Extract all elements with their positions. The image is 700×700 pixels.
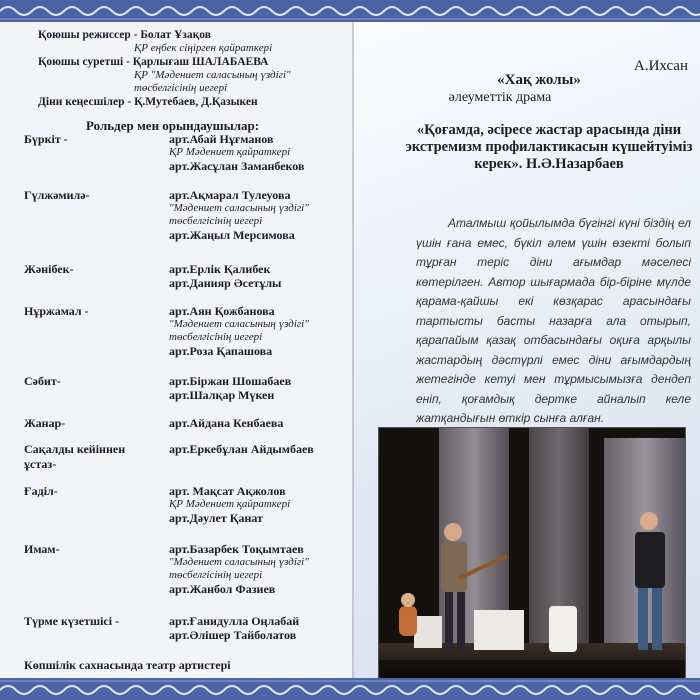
role-performers <box>169 374 354 402</box>
performer-name: арт.Жанбол Фазиев <box>169 582 276 596</box>
role-performers <box>169 416 354 430</box>
description-text: Аталмыш қойылымда бүгінгі күні біздің ел үшін ғана емес, бүкіл әлем үшін өзекті болып тұрған теріс діни ағымдар мәселесі көтерілген. Автор шығармада бір-біріне мүлде қарама-қайшы екі көзқарас арасындағы тартысты басты назарға ала отырып, қарапайым қазақ отбасындағы оқиға арқылы жастардың дәстүрлі емес діни ағымдардың жетегінде кетуі мен тұрмысымызға дендеп еніп, қоғамдық дертке айналып келе жатқандығын өткір сынға алған. <box>416 216 691 425</box>
performer-title: төсбелгісінің иегері <box>169 331 263 343</box>
quote: «Қоғамда, әсіресе жастар арасында діни экстремизм профилактикасын күшейтуіміз керек». Н.Ә.Назарбаев <box>405 122 693 172</box>
performer-title: төсбелгісінің иегері <box>169 569 263 581</box>
role-performers <box>169 262 354 290</box>
role-performers <box>169 484 354 525</box>
play-genre: әлеуметтік драма <box>448 90 552 105</box>
role-performers <box>169 132 354 173</box>
bottom-ornament-border <box>0 678 700 700</box>
role-name: Жәнібек- <box>24 262 74 276</box>
role-performers <box>169 542 354 596</box>
performer-name: арт.Ерлік Қалибек <box>169 262 271 276</box>
performer-title: "Мәдениет саласының үздігі" <box>169 556 309 568</box>
role-name: Жанар- <box>24 416 66 430</box>
performer-name: арт.Жасұлан Заманбеков <box>169 159 305 173</box>
performer-name: арт. Мақсат Ақжолов <box>169 484 286 498</box>
performer-name: арт.Біржан Шошабаев <box>169 374 292 388</box>
credit-designer: Қоюшы суретші - Қарлығаш ШАЛАБАЕВА <box>38 56 269 68</box>
performer-title: "Мәдениет саласының үздігі" <box>169 318 309 330</box>
credit-director: Қоюшы режиссер - Болат Ұзақов <box>38 29 211 41</box>
performer-name: арт.Жаңыл Мерсимова <box>169 228 295 242</box>
credits-block <box>38 28 348 109</box>
performer-name: арт.Әлішер Тайболатов <box>169 628 297 642</box>
top-ornament-border <box>0 0 700 22</box>
role-name: Ғаділ- <box>24 484 58 498</box>
performer-title: "Мәдениет саласының үздігі" <box>169 202 309 214</box>
role-name: Нұржамал - <box>24 304 89 318</box>
role-name: Имам- <box>24 542 60 556</box>
performer-name: арт.Базарбек Тоқымтаев <box>169 542 304 556</box>
role-performers <box>169 614 354 642</box>
cast-panel <box>0 22 352 678</box>
play-title: «Хақ жолы» <box>497 72 581 88</box>
performer-title: ҚР Мәдениет қайраткері <box>169 498 291 510</box>
performer-name: арт.Дәулет Қанат <box>169 511 263 525</box>
role-name: Түрме күзетшісі - <box>24 614 120 628</box>
credit-consultants: Діни кеңесшілер - Қ.Мутебаев, Д.Қазыкен <box>38 96 258 108</box>
credit-designer-title: ҚР "Мәдениет саласының үздігі" <box>134 69 291 81</box>
crowd-line: Көпшілік сахнасында театр артистері <box>24 658 231 672</box>
credit-designer-title-2: төсбелгісінің иегері <box>134 82 228 94</box>
role-performers <box>169 188 354 242</box>
role-performers <box>169 442 354 456</box>
performer-name: арт.Шалқар Мүкен <box>169 388 275 402</box>
performer-title: ҚР Мәдениет қайраткері <box>169 146 291 158</box>
role-name: Гүлжәмилә- <box>24 188 90 202</box>
performer-name: арт.Ақмарал Тулеуова <box>169 188 291 202</box>
performer-name: арт.Ғанидулла Оңлабай <box>169 614 300 628</box>
performer-name: арт.Роза Қапашова <box>169 344 273 358</box>
performer-name: арт.Абай Нұғманов <box>169 132 274 146</box>
performer-name: арт.Аян Қожбанова <box>169 304 275 318</box>
stage-photo <box>378 427 686 679</box>
performer-name: арт.Данияр Әсетұлы <box>169 276 282 290</box>
role-performers <box>169 304 354 358</box>
roles-heading: Рольдер мен орындаушылар: <box>86 118 260 133</box>
performer-name: арт.Еркебұлан Айдымбаев <box>169 442 314 456</box>
author: А.Ихсан <box>633 58 688 74</box>
role-name: Сәбит- <box>24 374 61 388</box>
description <box>416 214 691 429</box>
performer-name: арт.Айдана Кенбаева <box>169 416 284 430</box>
performer-title: төсбелгісінің иегері <box>169 215 263 227</box>
credit-director-title: ҚР еңбек сіңірген қайраткері <box>134 42 273 54</box>
role-name: Бүркіт - <box>24 132 68 146</box>
role-name: Сақалды кейіннен ұстаз- <box>24 442 126 471</box>
